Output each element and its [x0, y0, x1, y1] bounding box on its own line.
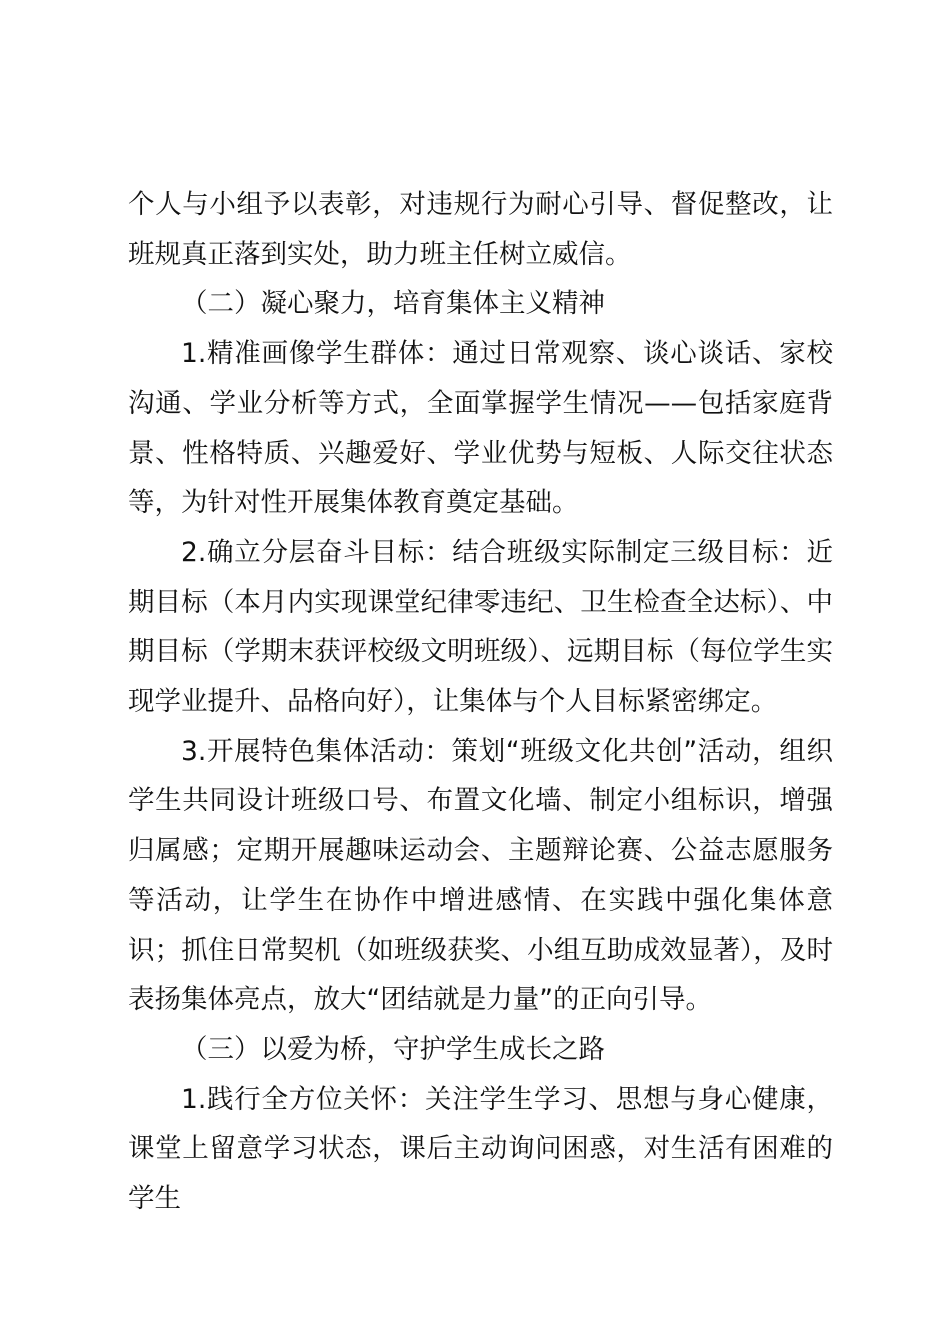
paragraph-item-3: 3.开展特色集体活动：策划“班级文化共创”活动，组织学生共同设计班级口号、布置文化墙、制定小组标识，增强归属感；定期开展趣味运动会、主题辩论赛、公益志愿服务等活动，让学生在协作中增进感情、在实践中强化集体意识；抓住日常契机（如班级获奖、小组互助成效显著），及时表扬集体亮点，放大“团结就是力量”的正向引导。 — [128, 735, 833, 1016]
document-body — [128, 180, 833, 1224]
paragraph-item-1-section-3: 1.践行全方位关怀：关注学生学习、思想与身心健康，课堂上留意学习状态，课后主动询问困惑，对生活有困难的学生 — [128, 1083, 833, 1215]
paragraph-item-2: 2.确立分层奋斗目标：结合班级实际制定三级目标：近期目标（本月内实现课堂纪律零违纪、卫生检查全达标）、中期目标（学期末获评校级文明班级）、远期目标（每位学生实现学业提升、品格向好），让集体与个人目标紧密绑定。 — [128, 536, 833, 718]
paragraph-continuation: 个人与小组予以表彰，对违规行为耐心引导、督促整改，让班规真正落到实处，助力班主任树立威信。 — [128, 189, 833, 270]
section-heading-3: （三）以爱为桥，守护学生成长之路 — [181, 1033, 605, 1065]
paragraph-item-1: 1.精准画像学生群体：通过日常观察、谈心谈话、家校沟通、学业分析等方式，全面掌握学生情况——包括家庭背景、性格特质、兴趣爱好、学业优势与短板、人际交往状态等，为针对性开展集体教育奠定基础。 — [128, 338, 833, 519]
section-heading-2: （二）凝心聚力，培育集体主义精神 — [181, 288, 605, 320]
